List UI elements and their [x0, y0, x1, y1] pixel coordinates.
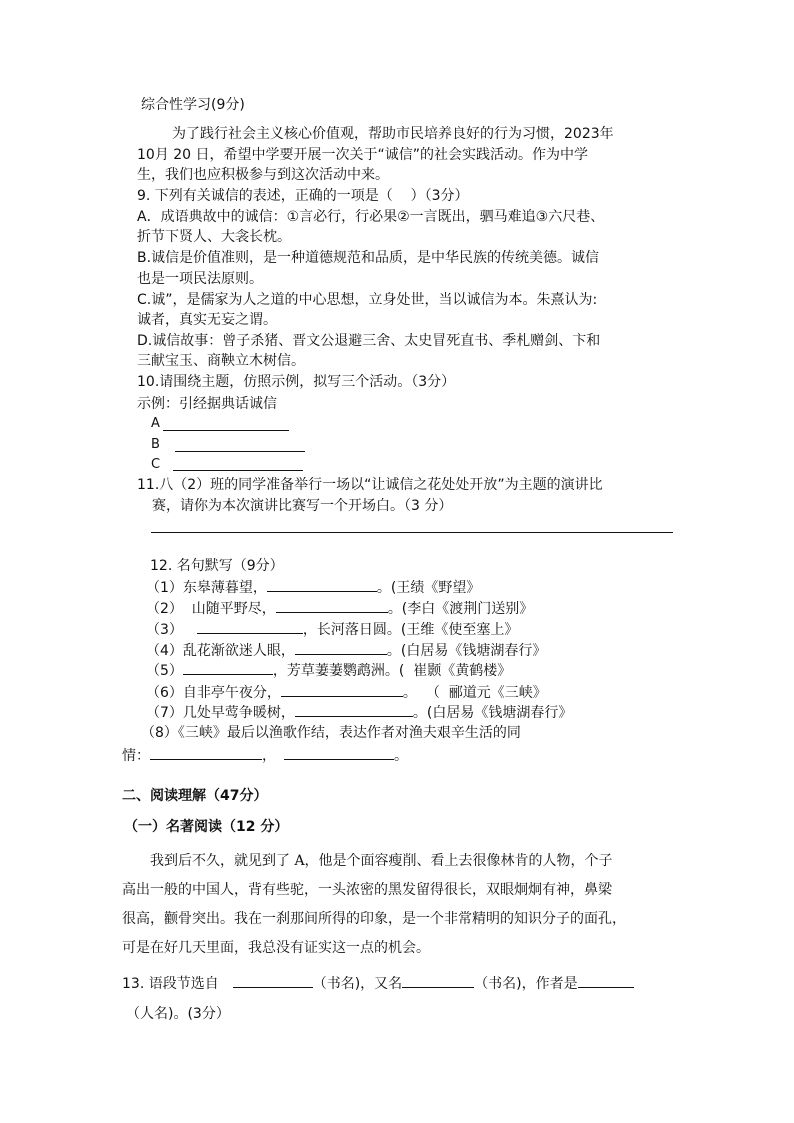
poem-item-6-text: （6）自非亭午夜分，	[146, 685, 281, 701]
comma: ，	[262, 748, 276, 764]
paragraph-line: 生，我们也应积极参与到这次活动中来。	[137, 167, 389, 183]
answer-label-c: C	[151, 457, 161, 472]
example-line: 示例：引经据典话诚信	[137, 396, 277, 412]
subsection-title-classics: （一）名著阅读（12 分）	[124, 819, 289, 835]
option-d-line: 三献宝玉、商鞅立木树信。	[137, 353, 305, 369]
question-11: 11.八（2）班的同学准备举行一场以“让诚信之花处处开放”为主题的演讲比	[137, 477, 603, 493]
poem-item-6	[146, 683, 547, 702]
poem-item-3-source: ，长河落日圆。(王维《使至塞上》	[302, 622, 519, 638]
poem-item-2	[146, 599, 533, 618]
poem-item-7-source: 。(白居易《钱塘湖春行》	[412, 705, 573, 721]
question-13-text: 13. 语段节选自	[122, 976, 219, 992]
question-12: 12. 名句默写（9分）	[150, 558, 284, 574]
option-b-line: B.诚信是价值准则，是一种道德规范和品质，是中华民族的传统美德。诚信	[137, 250, 600, 266]
blank-8b[interactable]	[284, 746, 394, 760]
period: 。	[394, 748, 408, 764]
poem-item-3-text: （3）	[146, 622, 183, 638]
question-9: 9. 下列有关诚信的表述，正确的一项是（ ）（3分）	[137, 188, 469, 204]
blank-8a[interactable]	[150, 746, 262, 760]
option-a-line: 折节下贤人、大衾长枕。	[137, 229, 291, 245]
answer-blank-a[interactable]	[163, 430, 289, 431]
blank-5[interactable]	[183, 661, 273, 675]
answer-label-a: A	[151, 416, 160, 431]
section-title-reading: 二、阅读理解（47分）	[122, 788, 268, 804]
answer-blank-b[interactable]	[175, 451, 305, 452]
paragraph-line: 10月 20 日，希望中学要开展一次关于“诚信”的社会实践活动。作为中学	[137, 147, 589, 163]
blank-6[interactable]	[281, 683, 403, 697]
question-13-text-2: （书名)，又名	[312, 976, 403, 992]
blank-1[interactable]	[267, 578, 377, 592]
question-11-line2: 赛，请你为本次演讲比赛写一个开场白。（3 分）	[152, 498, 453, 514]
poem-item-7-text: （7）几处早莺争暖树，	[146, 705, 295, 721]
poem-item-5	[146, 661, 511, 680]
poem-item-6-source: 。 （ 郦道元《三峡》	[402, 685, 547, 701]
answer-blank-c[interactable]	[173, 470, 303, 471]
poem-item-4-text: （4）乱花渐欲迷人眼，	[146, 643, 295, 659]
blank-book-title[interactable]	[233, 974, 313, 988]
poem-item-5-text: （5）	[146, 663, 183, 679]
blank-2[interactable]	[276, 599, 388, 613]
poem-item-8-line2	[122, 746, 408, 765]
blank-4[interactable]	[295, 641, 387, 655]
option-a-line: A．成语典故中的诚信：①言必行，行必果②一言既出，驷马难追③六尺巷、	[137, 209, 605, 225]
option-c-line: 诚者，真实无妄之谓。	[137, 312, 277, 328]
answer-label-b: B	[151, 437, 160, 452]
blank-3[interactable]	[197, 620, 303, 634]
blank-alt-title[interactable]	[402, 974, 474, 988]
poem-item-1	[146, 578, 480, 597]
poem-item-8: （8）《三峡》最后以渔歌作结，表达作者对渔夫艰辛生活的同	[141, 725, 521, 741]
poem-item-4-source: 。(白居易《钱塘湖春行》	[386, 643, 547, 659]
section-heading-comprehensive: 综合性学习(9分)	[141, 97, 245, 113]
excerpt-line: 可是在好几天里面，我总没有证实这一点的机会。	[122, 940, 430, 956]
excerpt-line: 高出一般的中国人，背有些驼，一头浓密的黑发留得很长，双眼炯炯有神，鼻梁	[122, 882, 612, 898]
paragraph-line: 为了践行社会主义核心价值观，帮助市民培养良好的行为习惯，2023年	[172, 126, 614, 142]
poem-item-7	[146, 703, 572, 722]
poem-item-2-source: 。(李白《渡荆门送别》	[387, 601, 534, 617]
poem-item-8-label: 情：	[122, 748, 150, 764]
option-c-line: C.诚”，是儒家为人之道的中心思想，立身处世，当以诚信为本。朱熹认为:	[137, 292, 598, 308]
poem-item-4	[146, 641, 546, 660]
poem-item-3	[146, 620, 518, 639]
question-13-line2: （人名)。(3分）	[126, 1006, 230, 1022]
option-d-line: D.诚信故事：曾子杀猪、晋文公退避三舍、太史冒死直书、季札赠剑、卞和	[137, 333, 601, 349]
blank-7[interactable]	[295, 703, 413, 717]
excerpt-line: 很高，颧骨突出。我在一刹那间所得的印象，是一个非常精明的知识分子的面孔，	[122, 911, 626, 927]
poem-item-5-source: ，芳草萋萋鹦鹉洲。( 崔颢《黄鹤楼》	[272, 663, 512, 679]
excerpt-line: 我到后不久，就见到了 A，他是个面容瘦削、看上去很像林肯的人物，个子	[150, 853, 613, 869]
poem-item-1-source: 。(王绩《野望》	[376, 580, 481, 596]
poem-item-2-text: （2） 山随平野尽，	[146, 601, 276, 617]
answer-line-11[interactable]	[151, 532, 673, 533]
poem-item-1-text: （1）东皋薄暮望，	[146, 580, 267, 596]
question-13	[122, 974, 634, 993]
question-10: 10.请围绕主题，仿照示例，拟写三个活动。（3分）	[137, 374, 456, 390]
option-b-line: 也是一项民法原则。	[137, 271, 263, 287]
question-13-text-3: （书名)，作者是	[474, 976, 578, 992]
blank-author[interactable]	[578, 974, 634, 988]
